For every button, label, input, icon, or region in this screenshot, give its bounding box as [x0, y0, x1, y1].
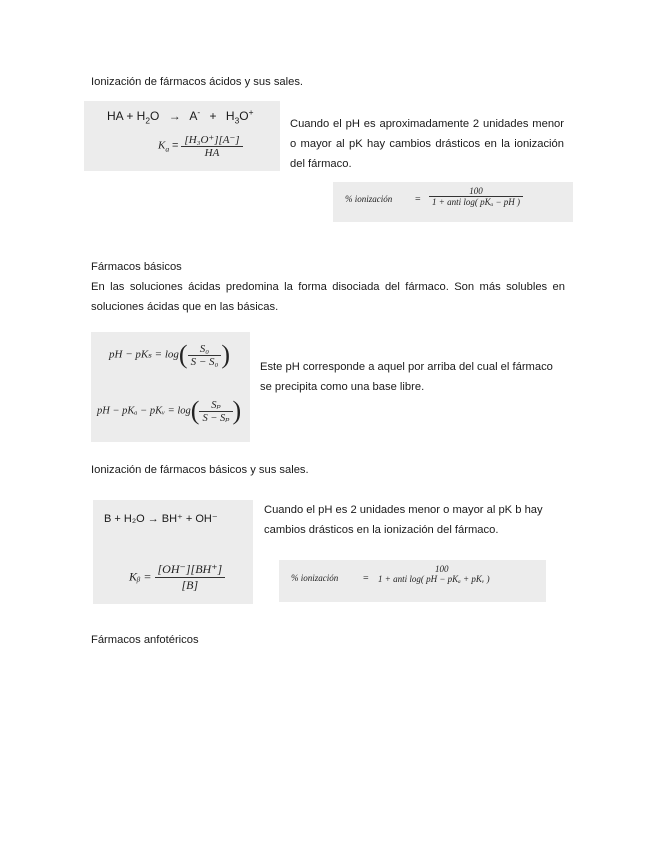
section-basic-salts-title: Ionización de fármacos básicos y sus sales. [91, 464, 309, 476]
acid-ionization-label: % ionización [345, 194, 393, 204]
base-ionization-fraction: 100 1 + anti log( pH − pKₐ + pKᵥ ) [378, 564, 490, 584]
base-dissociation-equation: B + H₂O → BH⁺ + OH⁻ [104, 513, 218, 525]
acid-dissociation-equation: HA + $H_2O \to A^- + H_3O^+$ [107, 107, 254, 126]
solubility-formulas-box [91, 332, 250, 442]
acid-ionization-equals: = [415, 194, 421, 205]
section-acid-title: Ionización de fármacos ácidos y sus sales. [91, 76, 304, 88]
acid-note: Cuando el pH es aproximadamente 2 unidades menor o mayor al pK hay cambios drásticos en la ionización del fármaco. [290, 118, 564, 170]
solubility-formula-2: pH − pKₐ − pKᵥ = log( $\frac{\text{Sₚ}}{\text{S − Sₚ}}$ ) [97, 396, 242, 425]
base-equation-box [93, 500, 253, 604]
acid-ionization-fraction: $\frac{100}{\text{1 + anti log( pKₐ − pH )}}$ [429, 186, 523, 207]
kb-fraction: $\frac{[OH^-][BH^+]}{[B]}$ [155, 562, 226, 593]
ka-expression: $K_a$ = $\frac{\text{[H₃O⁺][A⁻]}}{HA}$ [158, 133, 243, 159]
basic-paragraph: En las soluciones ácidas predomina la forma disociada del fármaco. Son más solubles en soluciones ácidas que en las básicas. [91, 281, 565, 313]
kb-expression: Kᵦ = $\frac{[OH^-][BH^+]}{[B]}$ [129, 562, 225, 593]
section-basic-title: Fármacos básicos [91, 261, 182, 273]
base-ionization-equals: = [363, 573, 369, 584]
base-ionization-formula-box [279, 560, 546, 602]
base-note: Cuando el pH es 2 unidades menor o mayor al pK b hay cambios drásticos en la ionización del fármaco. [264, 504, 543, 536]
solubility-formula-1: pH − pKₛ = log( $\frac{\text{S₀}}{\text{S − S₀}}$ ) [109, 340, 230, 369]
ka-fraction: $\frac{\text{[H₃O⁺][A⁻]}}{HA}$ [181, 133, 242, 159]
acid-equation-box [84, 101, 280, 171]
basic-note: Este pH corresponde a aquel por arriba del cual el fármaco se precipita como una base libre. [260, 361, 553, 393]
section-amphoteric-title: Fármacos anfotéricos [91, 634, 199, 646]
base-ionization-label: % ionización [291, 573, 339, 583]
acid-ionization-formula-box [333, 182, 573, 222]
